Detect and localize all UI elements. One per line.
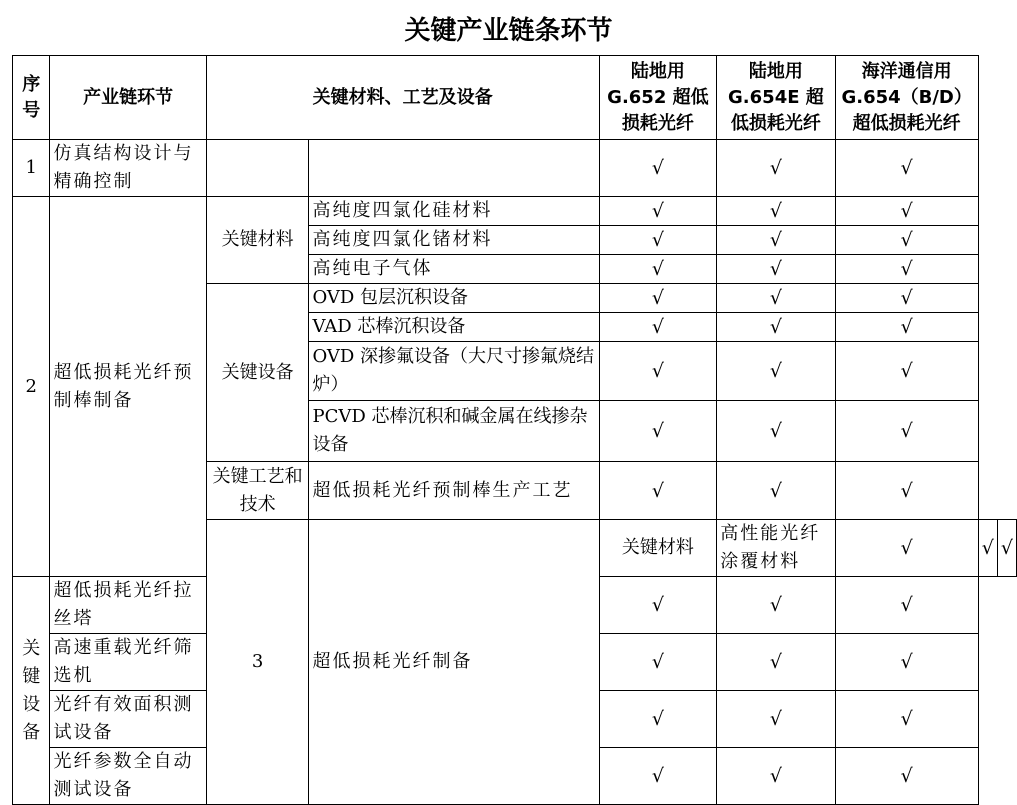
category-cell: 关键设备 (13, 577, 50, 805)
page-title: 关键产业链条环节 (404, 16, 613, 46)
category-cell (206, 140, 309, 197)
check-mark: √ (599, 691, 717, 748)
check-mark: √ (717, 634, 835, 691)
check-mark: √ (599, 401, 717, 462)
check-mark: √ (835, 520, 978, 577)
check-mark: √ (835, 226, 978, 255)
header-stage: 产业链环节 (50, 56, 206, 140)
check-mark: √ (599, 140, 717, 197)
header-g652: 陆地用 G.652 超低损耗光纤 (599, 56, 717, 140)
check-mark: √ (717, 748, 835, 805)
item-cell: 超低损耗光纤预制棒生产工艺 (309, 462, 599, 520)
check-mark: √ (599, 462, 717, 520)
check-mark: √ (835, 401, 978, 462)
item-cell: 超低损耗光纤拉丝塔 (50, 577, 206, 634)
header-g654e: 陆地用 G.654E 超低损耗光纤 (717, 56, 835, 140)
check-mark: √ (835, 140, 978, 197)
item-cell: 高纯度四氯化硅材料 (309, 197, 599, 226)
check-mark: √ (835, 634, 978, 691)
check-mark: √ (599, 313, 717, 342)
item-cell (309, 140, 599, 197)
check-mark: √ (978, 520, 997, 577)
seq-cell: 1 (13, 140, 50, 197)
check-mark: √ (599, 284, 717, 313)
check-mark: √ (599, 748, 717, 805)
check-mark: √ (835, 313, 978, 342)
seq-cell: 3 (206, 520, 309, 805)
check-mark: √ (599, 197, 717, 226)
industry-chain-table (12, 55, 1017, 805)
check-mark: √ (599, 577, 717, 634)
item-cell: 光纤有效面积测试设备 (50, 691, 206, 748)
header-g654bd: 海洋通信用 G.654（B/D）超低损耗光纤 (835, 56, 978, 140)
check-mark: √ (835, 255, 978, 284)
item-cell: PCVD 芯棒沉积和碱金属在线掺杂设备 (309, 401, 599, 462)
check-mark: √ (599, 226, 717, 255)
item-cell: VAD 芯棒沉积设备 (309, 313, 599, 342)
check-mark: √ (835, 342, 978, 401)
table-row (13, 197, 1017, 226)
check-mark: √ (717, 197, 835, 226)
check-mark: √ (835, 577, 978, 634)
table-row (13, 140, 1017, 197)
check-mark: √ (835, 284, 978, 313)
stage-cell: 超低损耗光纤预制棒制备 (50, 197, 206, 577)
item-cell: 光纤参数全自动测试设备 (50, 748, 206, 805)
check-mark: √ (717, 255, 835, 284)
check-mark: √ (717, 691, 835, 748)
check-mark: √ (717, 284, 835, 313)
check-mark: √ (835, 691, 978, 748)
check-mark: √ (717, 313, 835, 342)
item-cell: OVD 包层沉积设备 (309, 284, 599, 313)
check-mark: √ (835, 197, 978, 226)
category-cell: 关键材料 (599, 520, 717, 577)
category-cell: 关键工艺和技术 (206, 462, 309, 520)
category-cell: 关键设备 (206, 284, 309, 462)
check-mark: √ (835, 748, 978, 805)
item-cell: 高纯电子气体 (309, 255, 599, 284)
check-mark: √ (835, 462, 978, 520)
item-cell: OVD 深掺氟设备（大尺寸掺氟烧结炉） (309, 342, 599, 401)
check-mark: √ (599, 634, 717, 691)
seq-cell: 2 (13, 197, 50, 577)
check-mark: √ (997, 520, 1016, 577)
item-cell: 高速重载光纤筛选机 (50, 634, 206, 691)
stage-cell: 仿真结构设计与精确控制 (50, 140, 206, 197)
check-mark: √ (717, 342, 835, 401)
check-mark: √ (599, 255, 717, 284)
header-seq: 序号 (13, 56, 50, 140)
check-mark: √ (717, 462, 835, 520)
item-cell: 高性能光纤涂覆材料 (717, 520, 835, 577)
stage-cell: 超低损耗光纤制备 (309, 520, 599, 805)
check-mark: √ (717, 401, 835, 462)
category-cell: 关键材料 (206, 197, 309, 284)
check-mark: √ (717, 140, 835, 197)
check-mark: √ (717, 577, 835, 634)
check-mark: √ (717, 226, 835, 255)
header-items: 关键材料、工艺及设备 (206, 56, 599, 140)
item-cell: 高纯度四氯化锗材料 (309, 226, 599, 255)
header-row (13, 56, 1017, 140)
check-mark: √ (599, 342, 717, 401)
